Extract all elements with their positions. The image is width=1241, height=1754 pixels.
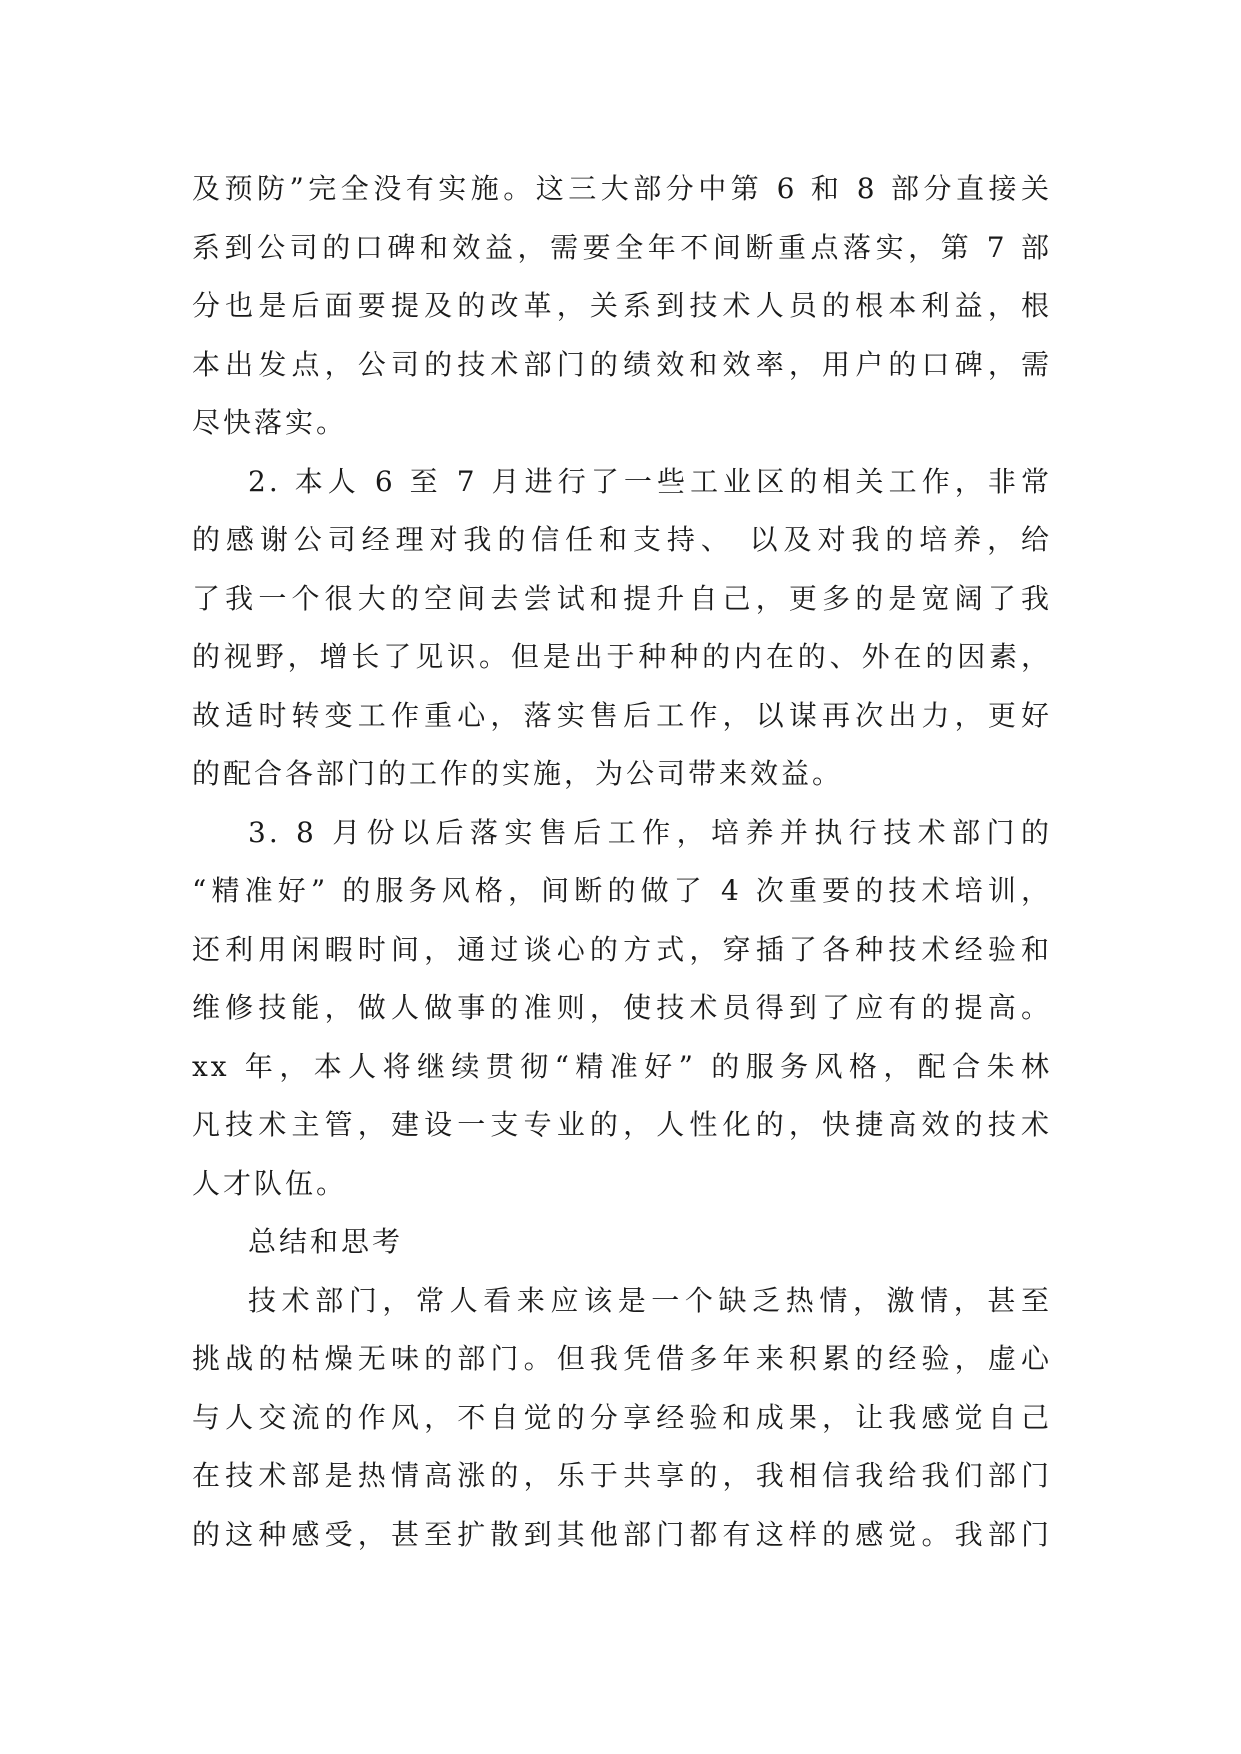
text-line: 凡技术主管，建设一支专业的，人性化的，快捷高效的技术 bbox=[192, 1108, 1052, 1141]
document-body bbox=[192, 160, 1052, 1564]
text-line: 及预防”完全没有实施。这三大部分中第 6 和 8 部分直接关 bbox=[192, 172, 1052, 205]
text-line: 的配合各部门的工作的实施，为公司带来效益。 bbox=[192, 757, 844, 790]
text-line: 的这种感受，甚至扩散到其他部门都有这样的感觉。我部门 bbox=[192, 1517, 1052, 1551]
text-line: 人才队伍。 bbox=[192, 1166, 348, 1200]
text-line: 分也是后面要提及的改革，关系到技术人员的根本利益，根 bbox=[192, 289, 1052, 322]
text-line: 本出发点，公司的技术部门的绩效和效率，用户的口碑，需 bbox=[192, 347, 1052, 381]
text-line: 系到公司的口碑和效益，需要全年不间断重点落实，第 7 部 bbox=[192, 230, 1052, 264]
text-line: 还利用闲暇时间，通过谈心的方式，穿插了各种技术经验和 bbox=[192, 932, 1052, 966]
text-line: “精准好” 的服务风格，间断的做了 4 次重要的技术培训， bbox=[192, 874, 1052, 907]
text-line: 尽快落实。 bbox=[192, 406, 348, 439]
text-line: 3. 8 月份以后落实售后工作，培养并执行技术部门的 bbox=[248, 815, 1052, 849]
text-line: 与人交流的作风，不自觉的分享经验和成果，让我感觉自己 bbox=[192, 1400, 1052, 1434]
text-line: 维修技能，做人做事的准则，使技术员得到了应有的提高。 bbox=[192, 991, 1052, 1024]
text-line: 故适时转变工作重心，落实售后工作，以谋再次出力，更好 bbox=[192, 698, 1052, 732]
section-heading: 总结和思考 bbox=[248, 1225, 404, 1258]
text-line: 在技术部是热情高涨的，乐于共享的，我相信我给我们部门 bbox=[192, 1459, 1052, 1492]
text-line: 的视野，增长了见识。但是出于种种的内在的、外在的因素， bbox=[192, 640, 1052, 673]
text-line: 挑战的枯燥无味的部门。但我凭借多年来积累的经验，虚心 bbox=[192, 1342, 1052, 1375]
text-line: xx 年，本人将继续贯彻“精准好” 的服务风格，配合朱林 bbox=[192, 1049, 1052, 1083]
text-line: 的感谢公司经理对我的信任和支持、 以及对我的培养，给 bbox=[192, 523, 1052, 556]
text-line: 了我一个很大的空间去尝试和提升自己，更多的是宽阔了我 bbox=[192, 581, 1052, 615]
text-line: 技术部门，常人看来应该是一个缺乏热情，激情，甚至 bbox=[248, 1283, 1052, 1317]
text-line: 2. 本人 6 至 7 月进行了一些工业区的相关工作，非常 bbox=[248, 464, 1052, 498]
